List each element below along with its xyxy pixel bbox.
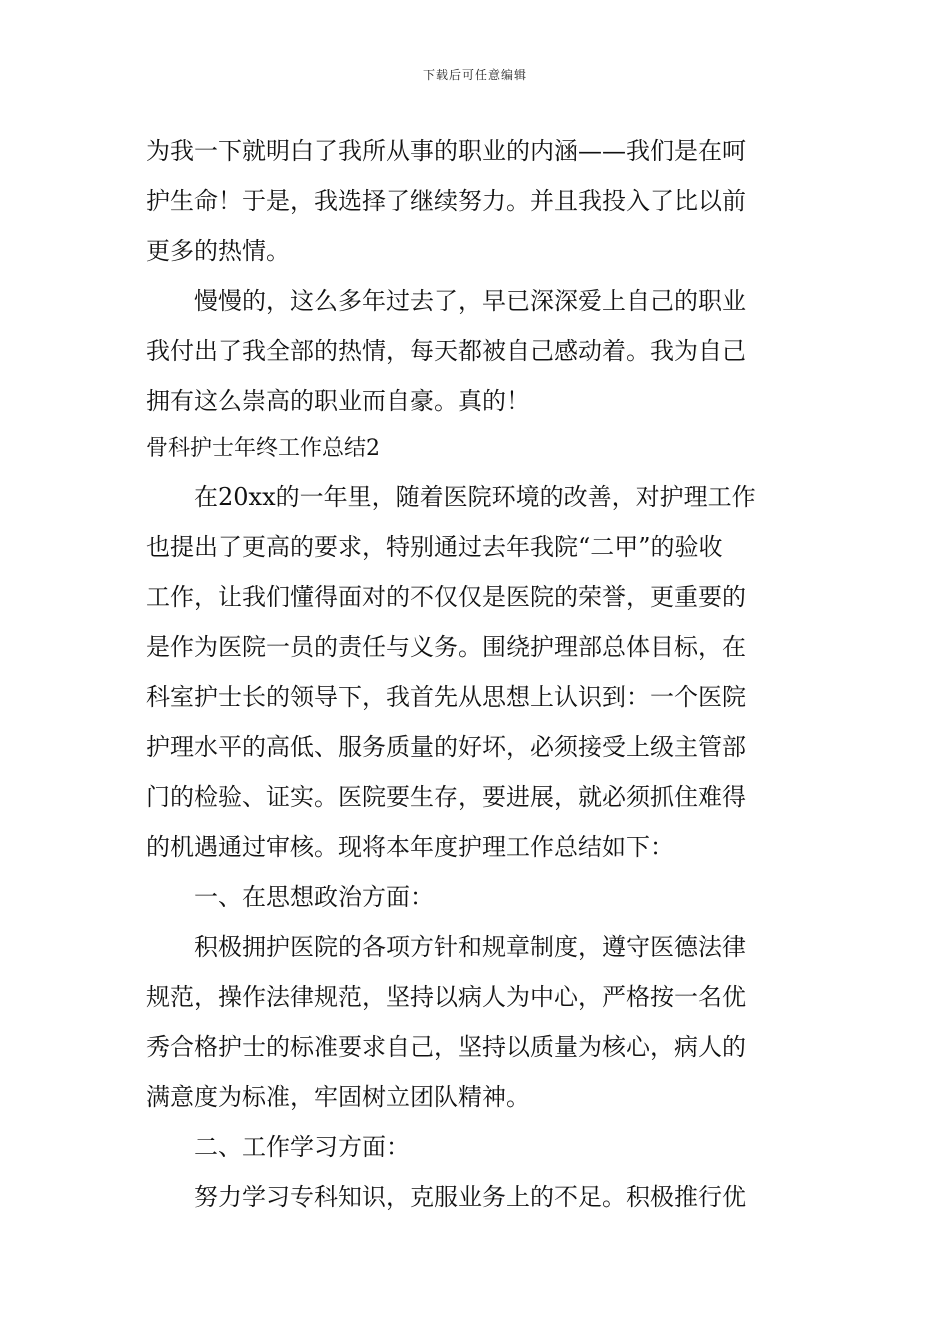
paragraph-line: 科室护士长的领导下，我首先从思想上认识到：一个医院	[146, 683, 746, 711]
paragraph-line: 我付出了我全部的热情，每天都被自己感动着。我为自己	[146, 337, 746, 365]
paragraph-line: 在20xx的一年里，随着医院环境的改善，对护理工作	[194, 483, 756, 511]
paragraph-line: 也提出了更高的要求，特别通过去年我院“二甲”的验收	[146, 533, 723, 561]
paragraph-line: 规范，操作法律规范，坚持以病人为中心，严格按一名优	[146, 983, 746, 1011]
paragraph-line: 一、在思想政治方面：	[194, 883, 434, 911]
paragraph-line: 二、工作学习方面：	[194, 1133, 410, 1161]
paragraph-line: 工作，让我们懂得面对的不仅仅是医院的荣誉，更重要的	[146, 583, 746, 611]
paragraph-line: 积极拥护医院的各项方针和规章制度，遵守医德法律	[194, 933, 746, 961]
section-heading: 骨科护士年终工作总结2	[146, 436, 380, 461]
paragraph-line: 的机遇通过审核。现将本年度护理工作总结如下：	[146, 833, 674, 861]
paragraph-line: 拥有这么崇高的职业而自豪。真的！	[146, 387, 530, 415]
paragraph-line: 更多的热情。	[146, 237, 290, 265]
paragraph-line: 秀合格护士的标准要求自己，坚持以质量为核心，病人的	[146, 1033, 746, 1061]
paragraph-line: 慢慢的，这么多年过去了，早已深深爱上自己的职业	[194, 287, 746, 315]
paragraph-line: 努力学习专科知识，克服业务上的不足。积极推行优	[194, 1183, 746, 1211]
paragraph-line: 为我一下就明白了我所从事的职业的内涵——我们是在呵	[146, 137, 746, 165]
paragraph-line: 护生命！于是，我选择了继续努力。并且我投入了比以前	[146, 187, 746, 215]
document-body	[146, 126, 810, 1222]
paragraph-line: 是作为医院一员的责任与义务。围绕护理部总体目标，在	[146, 633, 746, 661]
page-header-note: 下载后可任意编辑	[422, 68, 527, 82]
paragraph-line: 护理水平的高低、服务质量的好坏，必须接受上级主管部	[146, 733, 746, 761]
paragraph-line: 门的检验、证实。医院要生存，要进展，就必须抓住难得	[146, 783, 746, 811]
paragraph-line: 满意度为标准，牢固树立团队精神。	[146, 1083, 530, 1111]
